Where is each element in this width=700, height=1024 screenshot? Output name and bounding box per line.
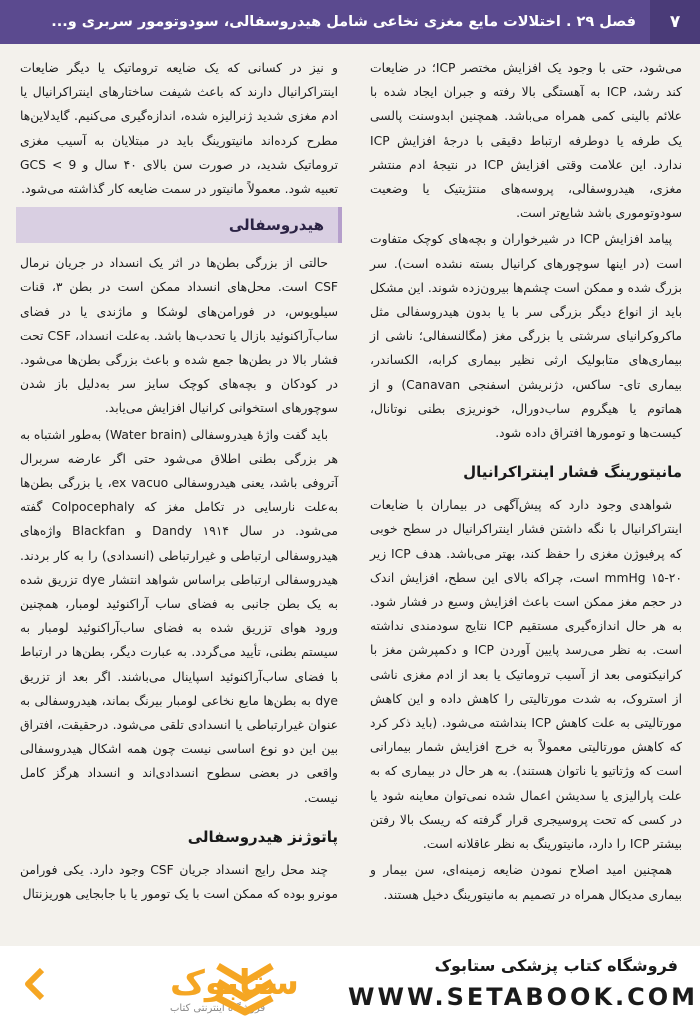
paragraph: و نیز در کسانی که یک ضایعه تروماتیک یا دیگر ضایعات اینتراکرانیال دارند که باعث شیفت ساختارهای اینتراکرانیال یا ادم مغزی شدید ژنرالیزه شده، اندازه‌گیری می‌کنیم. گایدلاین‌ها مطرح کرده‌اند مانیتورینگ باید در مبتلایان به آسیب مغزی تروماتیک شدید، در صورت سن بالای ۴۰ سال و GCS < 9 تعبیه شود. معمولاً مانیتور در سمت ضایعه کار گذاشته می‌شود. bbox=[20, 61, 339, 197]
paragraph: همچنین امید اصلاح نمودن ضایعه زمینه‌ای، سن بیمار و بیماری مدیکال همراه در تصمیم به مانیتورینگ دخیل هستند. bbox=[370, 863, 682, 902]
chevron-logo-icon bbox=[210, 956, 280, 1016]
chapter-title: فصل ۲۹ . اختلالات مایع مغزی نخاعی شامل هیدروسفالی، سودوتومور سربری و... bbox=[51, 14, 636, 30]
section-band-hydrocephalus: هیدروسفالی bbox=[16, 207, 342, 243]
right-column bbox=[370, 56, 682, 909]
paragraph: باید گفت واژهٔ هیدروسفالی (Water brain) به‌طور اشتباه به هر بزرگی بطنی اطلاق می‌شود حتی اگر عارضه سربرال آتروفی باشد، یعنی هیدروسفالی ex vacuo، یا بزرگی بطن‌ها به‌علت نارسایی در تکامل مغز که Colpocephaly گفته می‌شود. در سال ۱۹۱۴ Dandy و Blackfan واژه‌های هیدروسفالی ارتباطی و غیرارتباطی (انسدادی) را به کار بردند. هیدروسفالی ارتباطی براساس شواهد انتشار dye تزریق شده به یک بطن جانبی به فضای ساب آراکنوئید لومبار، همچنین ورود هوای تزریق شده به فضای ساب‌آراکنوئید لومبار به سیستم بطنی، تأیید می‌گردد. به عبارت دیگر، بطن‌ها در ارتباط با فضای ساب‌آراکنوئید اسپاینال می‌باشند. اگر بعد از تزریق dye به بطن‌ها مایع نخاعی لومبار بیرنگ بماند، هیدروسفالی به عنوان غیرارتباطی یا انسدادی تلقی می‌شود. درحقیقت، افتراق بین این دو نوع اساسی نیست چون همه اشکال هیدروسفالی واقعی در بعضی سطوح انسدادی‌اند و انسداد هرگز کامل نیست. bbox=[19, 427, 339, 805]
chapter-header bbox=[0, 0, 700, 44]
subheading-pathogenesis: پاتوژنز هیدروسفالی bbox=[187, 827, 338, 846]
paragraph: پیامد افزایش ICP در شیرخواران و بچه‌های کوچک متفاوت است (در اینها سوچورهای کرانیال بسته نشده است). سر بزرگ شده و ممکن است چشم‌ها بیرون‌زده شوند. این مشکل باید از انواع دیگر بزرگی سر با یا بدون هیدروسفالی مثل ماکروکرانیای سرشتی یا بزرگی مغز (مگالنسفالی؛ ناشی از بیماری‌های متابولیک ارثی نظیر بیماری کرابه، الکساندر، بیماری تای- ساکس، دژنریشن اسفنجی Canavan) و از هماتوم یا هیگروم ساب‌دورال، خونریزی بطنی نوتانال، کیست‌ها و تومورها افتراق داده شود. bbox=[370, 232, 682, 441]
paragraph: چند محل رایج انسداد جریان CSF وجود دارد. یکی فورامن مونرو بوده که ممکن است با یک تومور یا با جابجایی هوریزنتال bbox=[20, 862, 338, 902]
store-logo-wordmark[interactable] bbox=[20, 956, 299, 1016]
chapter-number: ۷ bbox=[650, 0, 700, 44]
store-info bbox=[348, 952, 699, 1014]
store-footer bbox=[0, 946, 700, 1024]
store-url-link[interactable]: WWW.SETABOOK.COM bbox=[348, 983, 699, 1011]
section-heading-icp-monitoring: مانیتورینگ فشار اینتراکرانیال bbox=[463, 463, 682, 482]
store-name: فروشگاه کتاب پزشکی ستابوک bbox=[434, 956, 678, 975]
logo-word-text: ستابوک bbox=[170, 963, 299, 1003]
paragraph: حالتی از بزرگی بطن‌ها در اثر یک انسداد در جریان نرمال CSF است. محل‌های انسداد ممکن است در بطن ۳، قنات سیلویوس، در فورامن‌های لوشکا و ماژندی یا در فضای ساب‌آراکنوئید بازال یا تحدب‌ها باشد. به‌علت انسداد، CSF تحت فشار بالا در بطن‌ها جمع شده و باعث بزرگی بطن‌ها می‌شود. در کودکان و بچه‌های کوچک سایز سر به‌دلیل باز شدن سوچورهای استخوانی کرانیال افزایش می‌یابد. bbox=[20, 256, 338, 416]
paragraph: می‌شود، حتی با وجود یک افزایش مختصر ICP؛ در ضایعات کند رشد، ICP به آهستگی بالا رفته و جبران ایجاد شده با علائم بالینی کمی همراه می‌باشد. همچنین ابدوسنت پالسی یک طرفه یا دوطرفه ارتباط دقیقی با درجهٔ افزایش ICP ندارد. این علامت وقتی افزایش ICP در نتیجهٔ ادم منتشر مغزی، هیدروسفالی، پروسه‌های منتژیتیک یا وضعیت سودوتوموری باشد شایع‌تر است. bbox=[370, 61, 682, 221]
logo-sub-text: فروشگاه اینترنتی کتاب bbox=[170, 1003, 266, 1014]
left-column bbox=[20, 56, 338, 908]
paragraph: شواهدی وجود دارد که پیش‌آگهی در بیماران با ضایعات اینتراکرانیال با نگه داشتن فشار اینتراکرانیال در سطح خوبی که پرفیوژن مغزی را حفظ کند، بهتر می‌باشد. هدف ICP زیر ۲۰-۱۵ mmHg است، چراکه بالای این سطح، افزایش اندک در حجم مغز ممکن است باعث افزایش وسیع در فشار شود. به هر حال اندازه‌گیری مستقیم ICP نتایج سودمندی نداشته است. به نظر می‌رسد پایین آوردن ICP و دکمپرشن مغز با کرانیکتومی بعد از آسیب تروماتیک یا بعد از ادم مغزی ناشی از استروک، به شدت مورتالیتی را کاهش داده و این کاهش مورتالیتی به علت کاهش ICP بنداشته می‌شود. (باید ذکر کرد که کاهش مورتالیتی معمولاً به خرج افزایش شمار بیمارانی است که وژتاتیو یا ناتوان هستند). به هر حال در بیماری که به علت پارالیزی یا سدیشن اعمال شده نمی‌توان معاینه شود یا در کسی که تحت پروسیجری قرار گرفته که ریسک بالا رفتن بیشتر ICP را دارد، مانیتورینگ به نظر عاقلانه است. bbox=[370, 498, 682, 852]
